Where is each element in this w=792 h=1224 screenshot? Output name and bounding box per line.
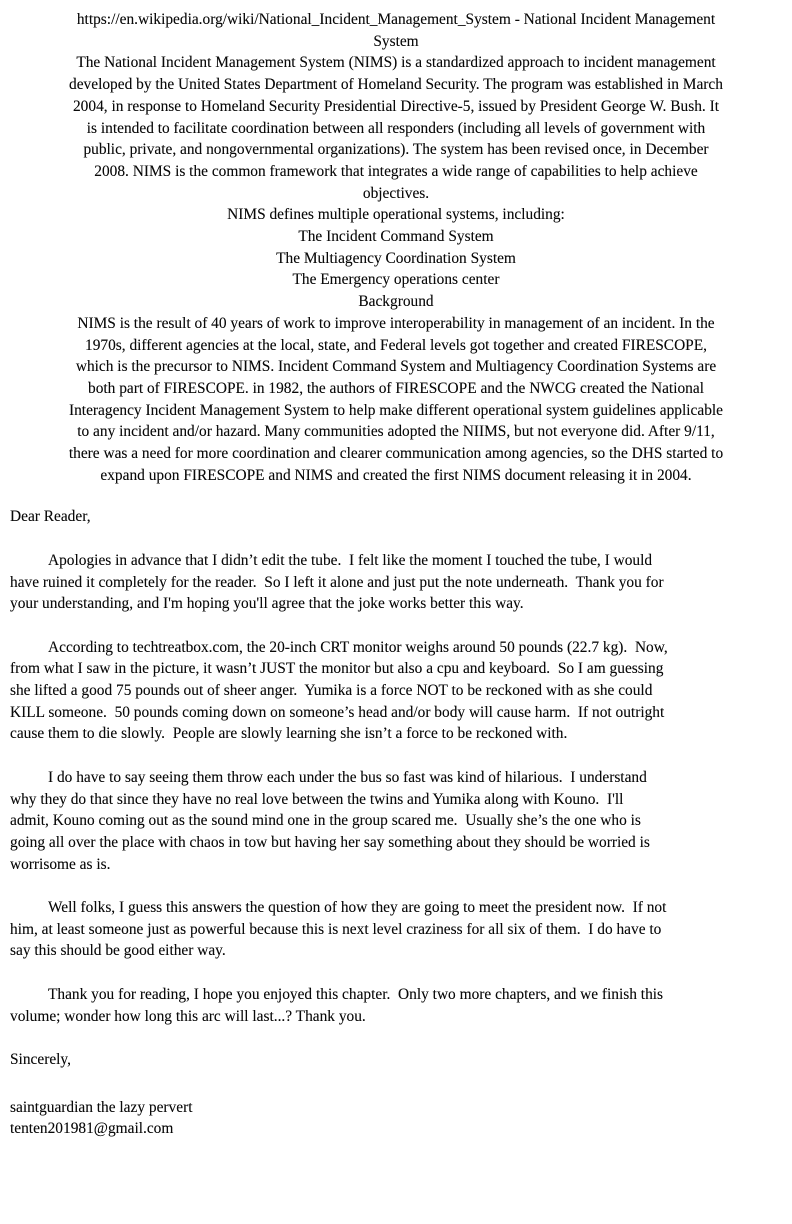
text-line: developed by the United States Department of Homeland Security. The program was established in March xyxy=(69,76,723,94)
text-line: Thank you for reading, I hope you enjoyed this chapter. Only two more chapters, and we finish this xyxy=(48,985,664,1003)
signature-block xyxy=(10,1097,782,1140)
wiki-summary xyxy=(10,52,782,204)
text-line: objectives. xyxy=(362,184,430,202)
text-line: your understanding, and I'm hoping you'll agree that the joke works better this way. xyxy=(10,595,524,613)
signature-email: tenten201981@gmail.com xyxy=(10,1120,174,1138)
text-line: have ruined it completely for the reader. So I left it alone and just put the note underneath. Thank you for xyxy=(10,573,664,591)
text-line: she lifted a good 75 pounds out of sheer anger. Yumika is a force NOT to be reckoned with as she could xyxy=(10,682,653,700)
text-line: which is the precursor to NIMS. Incident Command System and Multiagency Coordination Systems are xyxy=(75,358,717,376)
salutation: Dear Reader, xyxy=(10,508,91,526)
text-line: NIMS is the result of 40 years of work to improve interoperability in management of an incident. In the xyxy=(77,314,715,332)
text-line: System xyxy=(373,32,419,50)
text-line: According to techtreatbox.com, the 20-inch CRT monitor weighs around 50 pounds (22.7 kg). Now, xyxy=(48,638,668,656)
text-line: both part of FIRESCOPE. in 1982, the authors of FIRESCOPE and the NWCG created the National xyxy=(88,379,704,397)
wiki-source-title xyxy=(10,9,782,52)
text-line: https://en.wikipedia.org/wiki/National_Incident_Management_System - National Incident Management xyxy=(76,11,716,28)
text-line: cause them to die slowly. People are slowly learning she isn’t a force to be reckoned with. xyxy=(10,725,568,743)
letter-paragraph-1 xyxy=(10,550,782,615)
wiki-background-heading: Background xyxy=(358,293,434,311)
text-line: volume; wonder how long this arc will last...? Thank you. xyxy=(10,1007,366,1025)
text-line: KILL someone. 50 pounds coming down on someone’s head and/or body will cause harm. If not outright xyxy=(10,703,665,721)
text-line: The National Incident Management System (NIMS) is a standardized approach to incident management xyxy=(76,54,716,72)
text-line: going all over the place with chaos in tow but having her say something about they should be worried is xyxy=(10,833,650,851)
text-line: 2004, in response to Homeland Security Presidential Directive-5, issued by President George W. Bush. It xyxy=(72,97,719,115)
letter-paragraph-4 xyxy=(10,897,782,962)
letter xyxy=(10,506,782,1140)
text-line: is intended to facilitate coordination between all responders (including all levels of government with xyxy=(86,119,706,137)
letter-paragraph-5 xyxy=(10,984,782,1027)
text-line: to any incident and/or hazard. Many communities adopted the NIIMS, but not everyone did. After 9/11, xyxy=(77,423,715,441)
text-line: him, at least someone just as powerful because this is next level craziness for all six of them. I do have to xyxy=(10,920,662,938)
text-line: there was a need for more coordination and clearer communication among agencies, so the DHS started to xyxy=(68,445,724,463)
text-line: why they do that since they have no real love between the twins and Yumika along with Kouno. I'll xyxy=(10,790,624,808)
wiki-background xyxy=(10,313,782,487)
text-line: expand upon FIRESCOPE and NIMS and created the first NIMS document releasing it in 2004. xyxy=(100,466,692,484)
wiki-systems-intro: NIMS defines multiple operational systems, including: xyxy=(227,206,565,224)
signature-name: saintguardian the lazy pervert xyxy=(10,1098,193,1116)
letter-paragraph-3 xyxy=(10,767,782,876)
text-line: The Multiagency Coordination System xyxy=(276,249,516,267)
text-line: admit, Kouno coming out as the sound mind one in the group scared me. Usually she’s the one who is xyxy=(10,812,641,830)
wiki-systems-list xyxy=(10,226,782,291)
text-line: 2008. NIMS is the common framework that integrates a wide range of capabilities to help achieve xyxy=(94,162,698,180)
closing: Sincerely, xyxy=(10,1050,71,1068)
text-line: 1970s, different agencies at the local, state, and Federal levels got together and created FIRESCOPE, xyxy=(85,336,707,354)
text-line: public, private, and nongovernmental organizations). The system has been revised once, in December xyxy=(83,141,709,159)
text-line: Well folks, I guess this answers the question of how they are going to meet the president now. If not xyxy=(48,899,667,917)
text-line: worrisome as is. xyxy=(10,855,111,873)
letter-paragraph-2 xyxy=(10,637,782,746)
text-line: I do have to say seeing them throw each under the bus so fast was kind of hilarious. I understand xyxy=(48,768,647,786)
text-line: Interagency Incident Management System to help make different operational system guidelines applicable xyxy=(68,401,724,419)
text-line: The Incident Command System xyxy=(298,228,494,246)
wiki-excerpt xyxy=(10,9,782,486)
text-line: from what I saw in the picture, it wasn’t JUST the monitor but also a cpu and keyboard. So I am guessing xyxy=(10,660,664,678)
text-line: The Emergency operations center xyxy=(292,271,500,289)
text-line: Apologies in advance that I didn’t edit the tube. I felt like the moment I touched the tube, I would xyxy=(48,551,653,569)
text-line: say this should be good either way. xyxy=(10,942,226,960)
